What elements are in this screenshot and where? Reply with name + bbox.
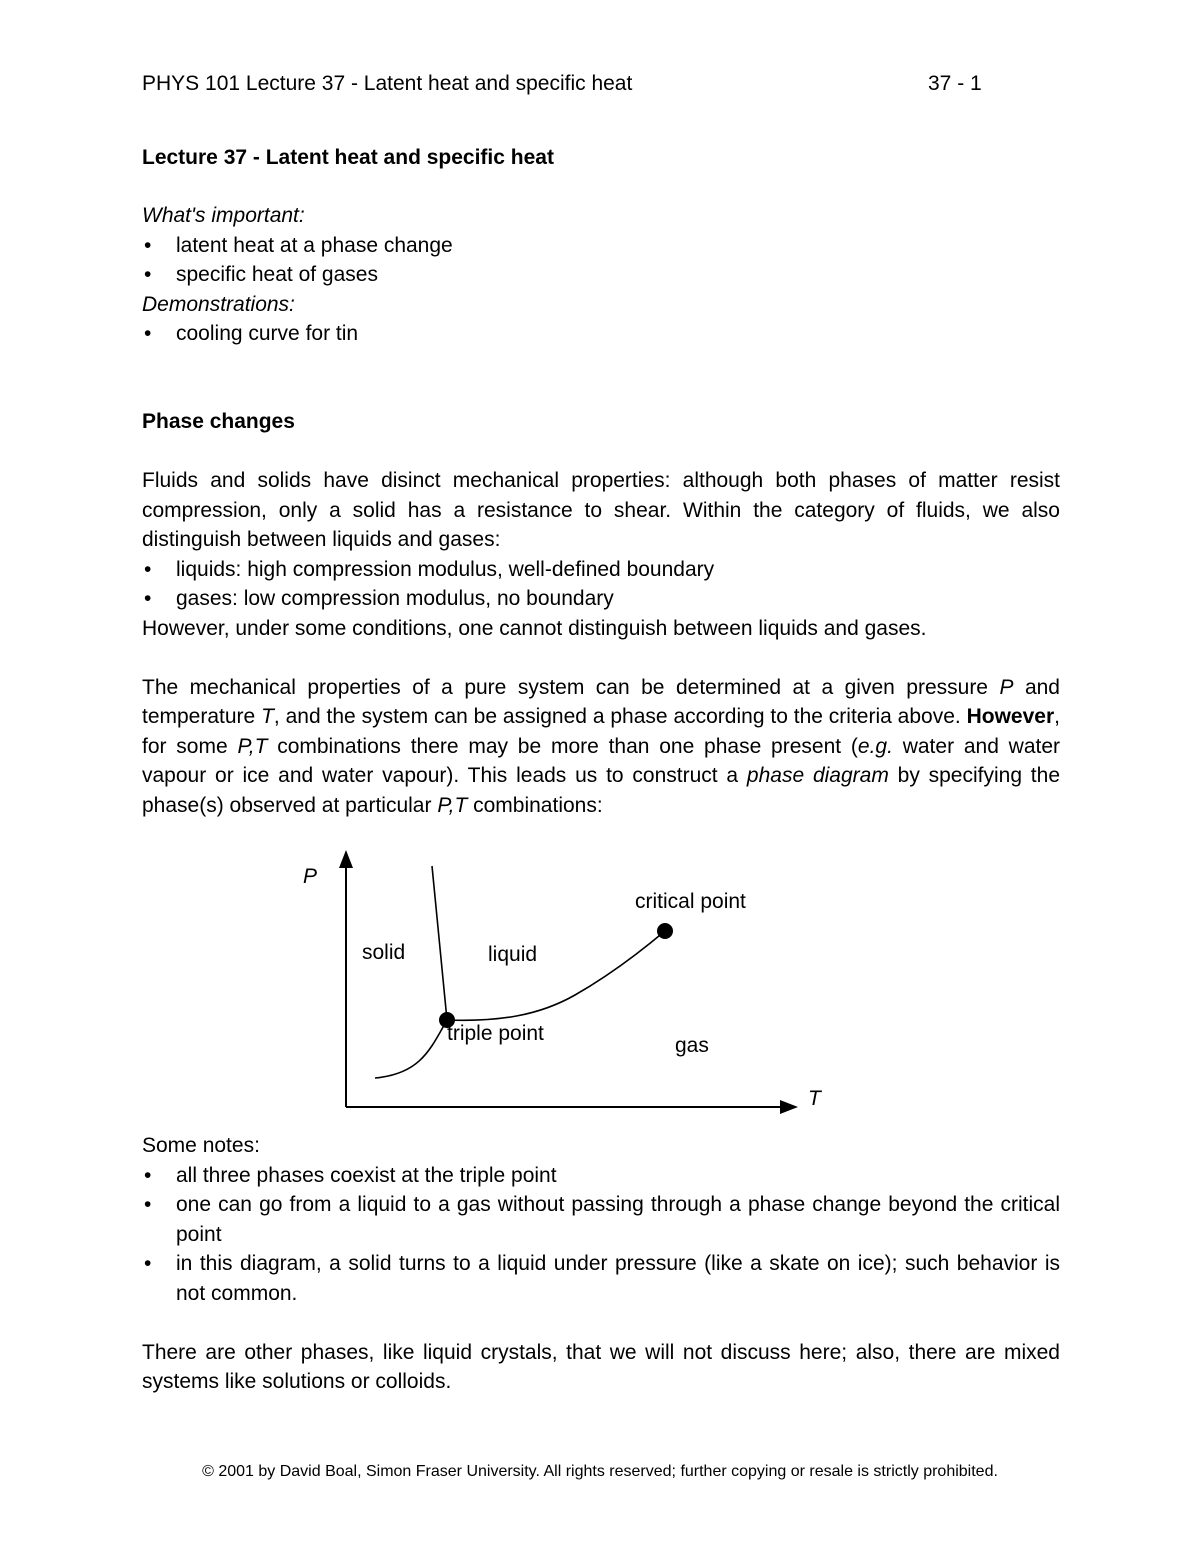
sublimation-curve	[375, 1020, 447, 1078]
notes-block	[142, 1131, 1060, 1397]
paragraph: The mechanical properties of a pure system can be determined at a given pressure P and temperature T, and the system can be assigned a phase according to the criteria above. However, for some P,T combinations there may be more than one phase present (e.g. water and water vapour or ice and water vapour). This leads us to construct a phase diagram by specifying the phase(s) observed at particular P,T combinations:	[142, 675, 1061, 817]
list-item: • gases: low compression modulus, no boundary	[142, 584, 1060, 614]
lecture-title: Lecture 37 - Latent heat and specific heat	[142, 146, 554, 169]
list-item: • in this diagram, a solid turns to a liquid under pressure (like a skate on ice); such behavior is not common.	[142, 1249, 1060, 1308]
notes-heading: Some notes:	[142, 1134, 260, 1157]
running-header: PHYS 101 Lecture 37 - Latent heat and specific heat	[142, 72, 633, 95]
closing-paragraph: There are other phases, like liquid crystals, that we will not discuss here; also, there are mixed systems like solutions or colloids.	[142, 1340, 1060, 1393]
list-item: • one can go from a liquid to a gas without passing through a phase change beyond the critical point	[142, 1190, 1060, 1249]
paragraph: However, under some conditions, one cannot distinguish between liquids and gases.	[142, 616, 927, 640]
important-heading: What's important:	[142, 204, 305, 227]
region-label-gas: gas	[675, 1034, 709, 1057]
list-item: • liquids: high compression modulus, well-defined boundary	[142, 555, 1060, 585]
notes-list	[142, 1161, 1060, 1309]
list-item: • latent heat at a phase change	[142, 231, 1060, 261]
section-heading: Phase changes	[142, 410, 295, 433]
critical-point-marker	[657, 923, 673, 939]
x-axis-arrow	[780, 1100, 798, 1114]
copyright-footer: © 2001 by David Boal, Simon Fraser University. All rights reserved; further copying or resale is strictly prohibited.	[202, 1463, 998, 1480]
melting-curve	[432, 866, 447, 1020]
list-item: • cooling curve for tin	[142, 319, 1060, 349]
paragraph: Fluids and solids have disinct mechanical properties: although both phases of matter resist compression, only a solid has a resistance to shear. Within the category of fluids, we also distinguish between liquids and gases:	[142, 469, 1060, 551]
region-label-liquid: liquid	[488, 943, 538, 966]
page-number: 37 - 1	[928, 72, 982, 95]
list-item: • all three phases coexist at the triple point	[142, 1161, 1060, 1191]
y-axis-label: P	[303, 865, 318, 888]
demonstrations-heading: Demonstrations:	[142, 292, 295, 316]
y-axis-arrow	[339, 850, 353, 868]
list-item: • specific heat of gases	[142, 260, 1060, 290]
critical-point-label: critical point	[635, 890, 746, 913]
vaporization-curve	[447, 931, 665, 1020]
triple-point-label: triple point	[447, 1022, 544, 1045]
x-axis-label: T	[808, 1087, 821, 1110]
region-label-solid: solid	[362, 941, 406, 964]
